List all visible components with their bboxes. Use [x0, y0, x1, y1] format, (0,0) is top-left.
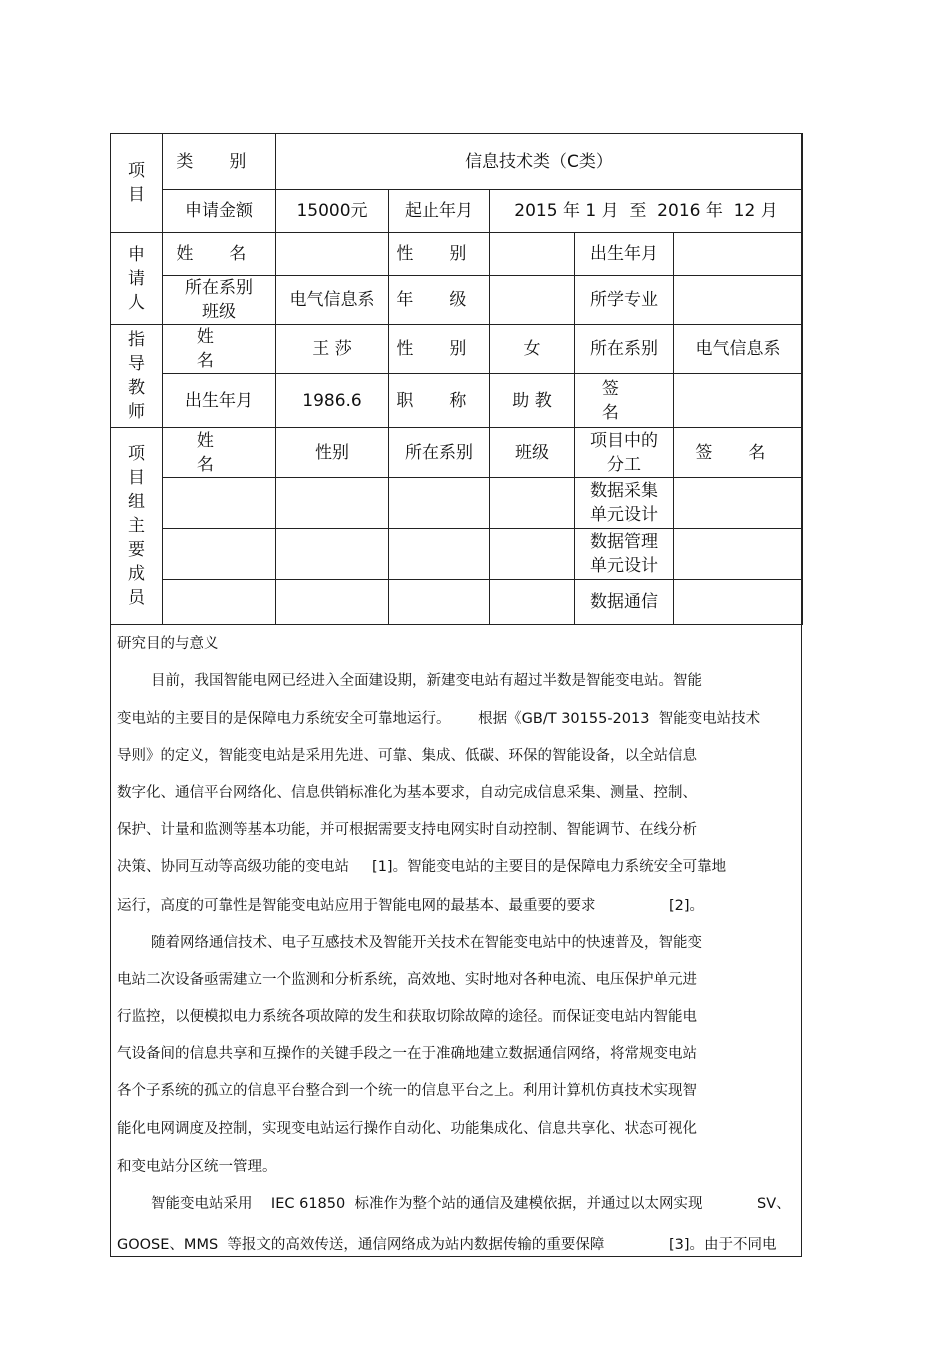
applicant-gender-value[interactable] — [490, 233, 575, 276]
member-class[interactable] — [490, 478, 575, 529]
advisor-sign-value[interactable] — [674, 374, 803, 428]
member-gender[interactable] — [276, 580, 389, 625]
advisor-gender-label: 性 别 — [389, 325, 490, 374]
paragraph-line: 智能变电站采用 IEC 61850 标准作为整个站的通信及建模依据，并通过以太网实现 — [151, 1196, 703, 1212]
members-header-class: 班级 — [490, 428, 575, 478]
paragraph-line-end: SV、 — [757, 1196, 791, 1212]
advisor-dept-label: 所在系别 — [575, 325, 674, 374]
paragraph-line: 决策、协同互动等高级功能的变电站 [1]。智能变电站的主要目的是保障电力系统安全可靠地 — [117, 859, 727, 875]
advisor-title-value[interactable]: 助 教 — [490, 374, 575, 428]
paragraph-line: GOOSE、MMS 等报文的高效传送，通信网络成为站内数据传输的重要保障 — [117, 1237, 605, 1253]
paragraph-line: 能化电网调度及控制，实现变电站运行操作自动化、功能集成化、信息共享化、状态可视化 — [117, 1121, 697, 1137]
advisor-dept-value[interactable]: 电气信息系 — [674, 325, 803, 374]
member-role: 数据通信 — [575, 580, 674, 625]
applicant-major-value[interactable] — [674, 276, 803, 325]
research-heading: 研究目的与意义 — [117, 636, 219, 652]
amount-label: 申请金额 — [163, 190, 276, 233]
applicant-side-label: 申请人 — [111, 233, 163, 325]
category-value: 信息技术类（C类） — [276, 134, 803, 190]
advisor-side-label: 指导教师 — [111, 325, 163, 428]
table-row — [111, 529, 803, 580]
members-header-dept: 所在系别 — [389, 428, 490, 478]
member-sign[interactable] — [674, 529, 803, 580]
applicant-grade-value[interactable] — [490, 276, 575, 325]
table-row — [111, 580, 803, 625]
member-sign[interactable] — [674, 580, 803, 625]
members-header-gender: 性别 — [276, 428, 389, 478]
member-gender[interactable] — [276, 529, 389, 580]
applicant-birth-label: 出生年月 — [575, 233, 674, 276]
members-header-name: 姓 名 — [163, 428, 276, 478]
citation-ref: [2]。 — [669, 898, 705, 914]
applicant-dept-value[interactable]: 电气信息系 — [276, 276, 389, 325]
paragraph-line-end: [3]。由于不同电 — [669, 1237, 777, 1253]
paragraph-line: 气设备间的信息共享和互操作的关键手段之一在于准确地建立数据通信网络，将常规变电站 — [117, 1046, 697, 1062]
member-sign[interactable] — [674, 478, 803, 529]
applicant-gender-label: 性 别 — [389, 233, 490, 276]
member-dept[interactable] — [389, 580, 490, 625]
member-role: 数据管理单元设计 — [575, 529, 674, 580]
application-form-table — [110, 133, 803, 625]
member-name[interactable] — [163, 580, 276, 625]
paragraph-line: 随着网络通信技术、电子互感技术及智能开关技术在智能变电站中的快速普及，智能变 — [151, 935, 702, 951]
members-side-label: 项目组主要成员 — [111, 428, 163, 625]
paragraph-line: 保护、计量和监测等基本功能，并可根据需要支持电网实时自动控制、智能调节、在线分析 — [117, 822, 697, 838]
period-label: 起止年月 — [389, 190, 490, 233]
member-name[interactable] — [163, 529, 276, 580]
member-role: 数据采集单元设计 — [575, 478, 674, 529]
advisor-birth-value[interactable]: 1986.6 — [276, 374, 389, 428]
applicant-name-value[interactable] — [276, 233, 389, 276]
advisor-birth-label: 出生年月 — [163, 374, 276, 428]
advisor-name-label: 姓 名 — [163, 325, 276, 374]
paragraph-line: 导则》的定义，智能变电站是采用先进、可靠、集成、低碳、环保的智能设备，以全站信息 — [117, 748, 697, 764]
paragraph-line: 各个子系统的孤立的信息平台整合到一个统一的信息平台之上。利用计算机仿真技术实现智 — [117, 1083, 697, 1099]
paragraph-line: 和变电站分区统一管理。 — [117, 1159, 277, 1175]
members-header-role: 项目中的分工 — [575, 428, 674, 478]
advisor-gender-value[interactable]: 女 — [490, 325, 575, 374]
paragraph-line: 电站二次设备亟需建立一个监测和分析系统，高效地、实时地对各种电流、电压保护单元进 — [117, 972, 697, 988]
paragraph-line: 运行，高度的可靠性是智能变电站应用于智能电网的最基本、最重要的要求 — [117, 898, 596, 914]
member-dept[interactable] — [389, 529, 490, 580]
member-class[interactable] — [490, 529, 575, 580]
applicant-name-label: 姓 名 — [163, 233, 276, 276]
paragraph-line: 变电站的主要目的是保障电力系统安全可靠地运行。 根据《GB/T 30155-2013 智能变电站技术 — [117, 711, 761, 727]
applicant-grade-label: 年 级 — [389, 276, 490, 325]
members-header-sign: 签 名 — [674, 428, 803, 478]
advisor-sign-label: 签 名 — [575, 374, 674, 428]
applicant-major-label: 所学专业 — [575, 276, 674, 325]
advisor-name-value[interactable]: 王 莎 — [276, 325, 389, 374]
member-dept[interactable] — [389, 478, 490, 529]
project-side-label: 项目 — [111, 134, 163, 233]
paragraph-line: 目前，我国智能电网已经进入全面建设期，新建变电站有超过半数是智能变电站。智能 — [151, 673, 702, 689]
category-label: 类 别 — [163, 134, 276, 190]
amount-value: 15000元 — [276, 190, 389, 233]
paragraph-line: 数字化、通信平台网络化、信息供销标准化为基本要求，自动完成信息采集、测量、控制、 — [117, 785, 697, 801]
applicant-dept-label: 所在系别 班级 — [163, 276, 276, 325]
table-row — [111, 478, 803, 529]
paragraph-line: 行监控，以便模拟电力系统各项故障的发生和获取切除故障的途径。而保证变电站内智能电 — [117, 1009, 697, 1025]
member-name[interactable] — [163, 478, 276, 529]
period-value: 2015 年 1 月 至 2016 年 12 月 — [490, 190, 803, 233]
applicant-birth-value[interactable] — [674, 233, 803, 276]
advisor-title-label: 职 称 — [389, 374, 490, 428]
member-gender[interactable] — [276, 478, 389, 529]
member-class[interactable] — [490, 580, 575, 625]
